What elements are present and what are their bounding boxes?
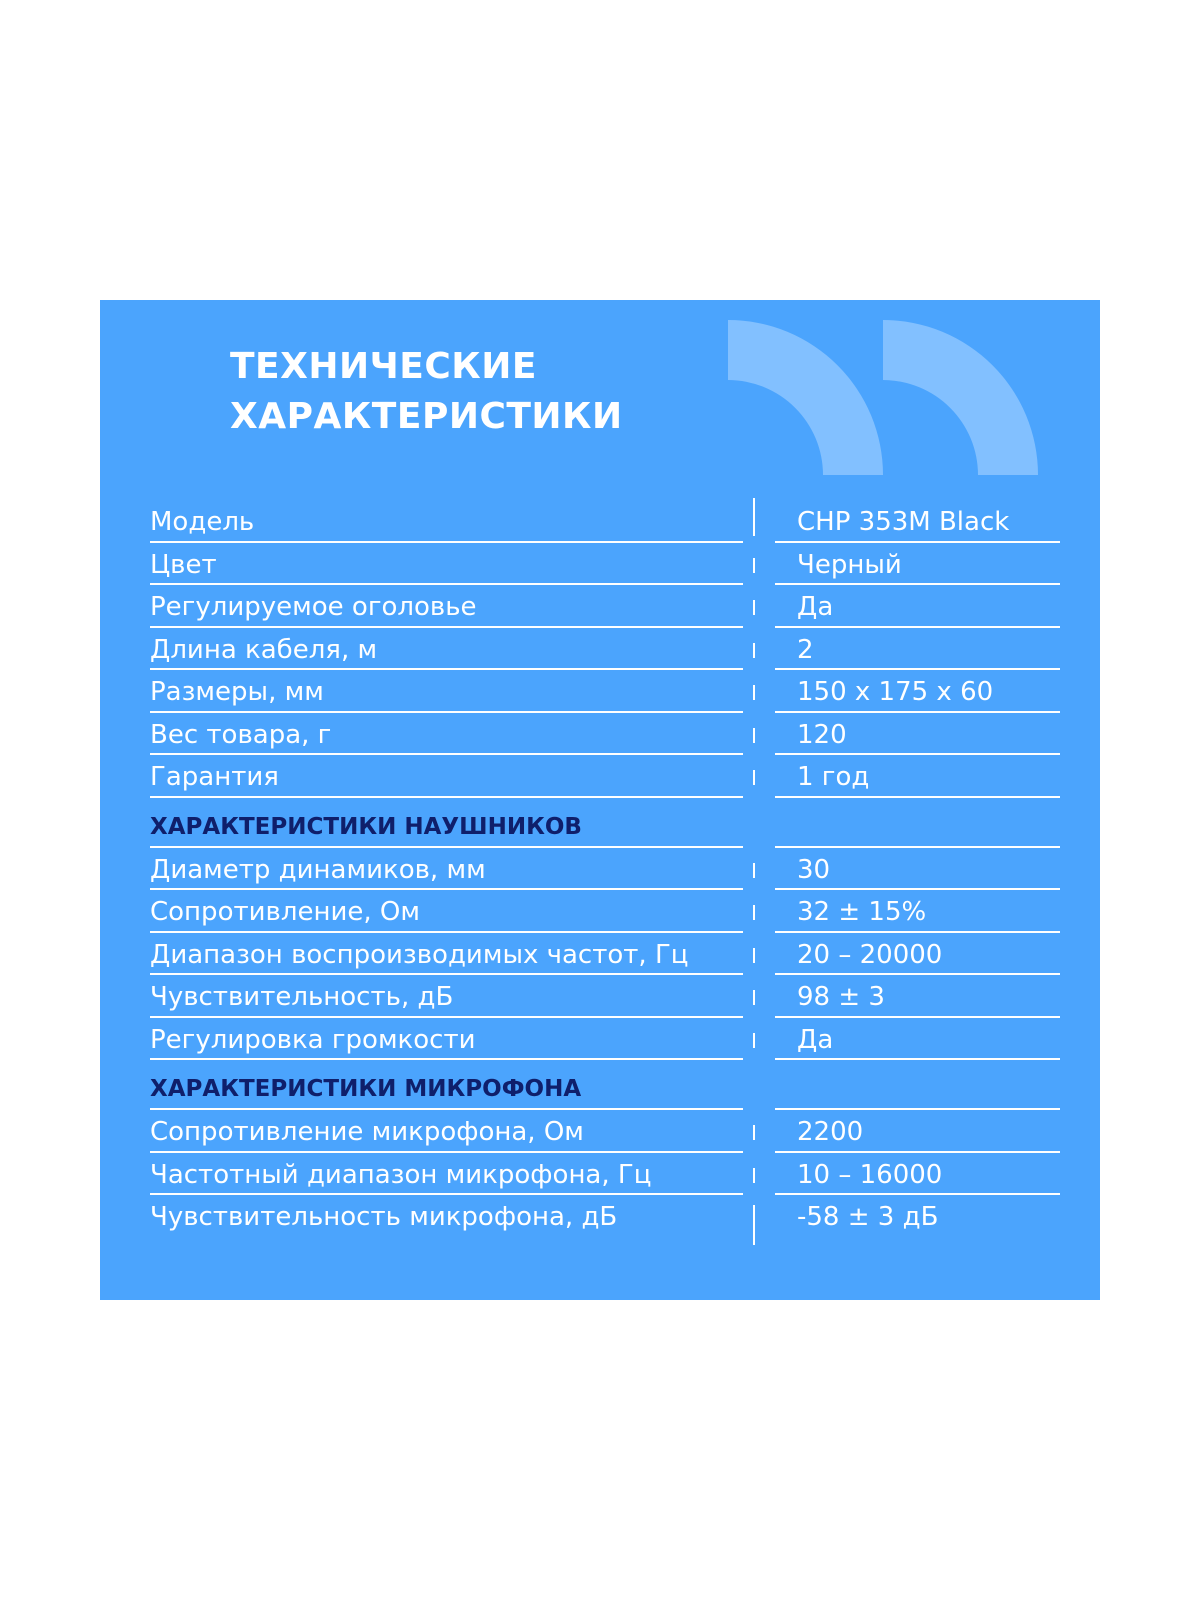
section-heading-row: [150, 798, 1050, 848]
spec-value: CHP 353M Black: [775, 500, 1060, 543]
spec-label: Цвет: [150, 543, 743, 586]
spec-row: [150, 1110, 1050, 1153]
spec-row: [150, 755, 1050, 798]
spec-label: Сопротивление, Ом: [150, 890, 743, 933]
column-separator: [753, 1205, 755, 1245]
column-separator: [753, 600, 755, 615]
column-separator: [753, 863, 755, 878]
spec-row: [150, 628, 1050, 671]
section-heading-headphones: ХАРАКТЕРИСТИКИ НАУШНИКОВ: [150, 798, 743, 848]
column-separator: [753, 905, 755, 920]
spec-label: Длина кабеля, м: [150, 628, 743, 671]
column-separator: [753, 770, 755, 785]
column-separator: [753, 990, 755, 1005]
title-line-1: ТЕХНИЧЕСКИЕ: [230, 346, 537, 387]
spec-row: [150, 1018, 1050, 1061]
column-separator: [753, 1125, 755, 1140]
column-separator: [753, 685, 755, 700]
column-separator: [753, 558, 755, 573]
spec-label: Размеры, мм: [150, 670, 743, 713]
column-separator: [753, 1168, 755, 1183]
spec-label: Регулируемое оголовье: [150, 585, 743, 628]
spec-value: Да: [775, 1018, 1060, 1061]
spec-value: 10 – 16000: [775, 1153, 1060, 1196]
spec-row: [150, 975, 1050, 1018]
column-separator: [753, 1033, 755, 1048]
spec-value: 32 ± 15%: [775, 890, 1060, 933]
column-separator: [753, 498, 755, 536]
spec-row: [150, 1195, 1050, 1238]
spec-row: [150, 585, 1050, 628]
spec-value: 30: [775, 848, 1060, 891]
spec-row: [150, 890, 1050, 933]
section-heading-row: [150, 1060, 1050, 1110]
spec-row: [150, 848, 1050, 891]
spec-value: 150 x 175 x 60: [775, 670, 1060, 713]
spec-label: Частотный диапазон микрофона, Гц: [150, 1153, 743, 1196]
section-heading-value-cell: [775, 1060, 1060, 1110]
column-separator: [753, 643, 755, 658]
column-separator: [753, 728, 755, 743]
spec-value: 2200: [775, 1110, 1060, 1153]
section-heading-microphone: ХАРАКТЕРИСТИКИ МИКРОФОНА: [150, 1060, 743, 1110]
spec-value: Да: [775, 585, 1060, 628]
spec-row: [150, 1153, 1050, 1196]
spec-label: Модель: [150, 500, 743, 543]
column-separator: [753, 948, 755, 963]
spec-value: 98 ± 3: [775, 975, 1060, 1018]
quote-marks-icon: [728, 320, 888, 480]
spec-label: Регулировка громкости: [150, 1018, 743, 1061]
spec-row: [150, 670, 1050, 713]
title-line-2: ХАРАКТЕРИСТИКИ: [230, 396, 623, 437]
section-heading-value-cell: [775, 798, 1060, 848]
spec-row: [150, 713, 1050, 756]
spec-label: Сопротивление микрофона, Ом: [150, 1110, 743, 1153]
spec-value: 1 год: [775, 755, 1060, 798]
spec-row: [150, 933, 1050, 976]
specs-panel: [100, 300, 1100, 1300]
spec-label: Диаметр динамиков, мм: [150, 848, 743, 891]
spec-label: Чувствительность, дБ: [150, 975, 743, 1018]
spec-value: 2: [775, 628, 1060, 671]
spec-row: [150, 500, 1050, 543]
spec-value: Черный: [775, 543, 1060, 586]
spec-value: 120: [775, 713, 1060, 756]
spec-value: 20 – 20000: [775, 933, 1060, 976]
specs-table: [150, 500, 1050, 1238]
spec-label: Гарантия: [150, 755, 743, 798]
spec-label: Чувствительность микрофона, дБ: [150, 1202, 618, 1232]
spec-value: -58 ± 3 дБ: [797, 1202, 939, 1232]
spec-row: [150, 543, 1050, 586]
page-title: [230, 342, 623, 442]
spec-label: Диапазон воспроизводимых частот, Гц: [150, 933, 743, 976]
spec-label: Вес товара, г: [150, 713, 743, 756]
quote-marks-icon: [883, 320, 1043, 480]
